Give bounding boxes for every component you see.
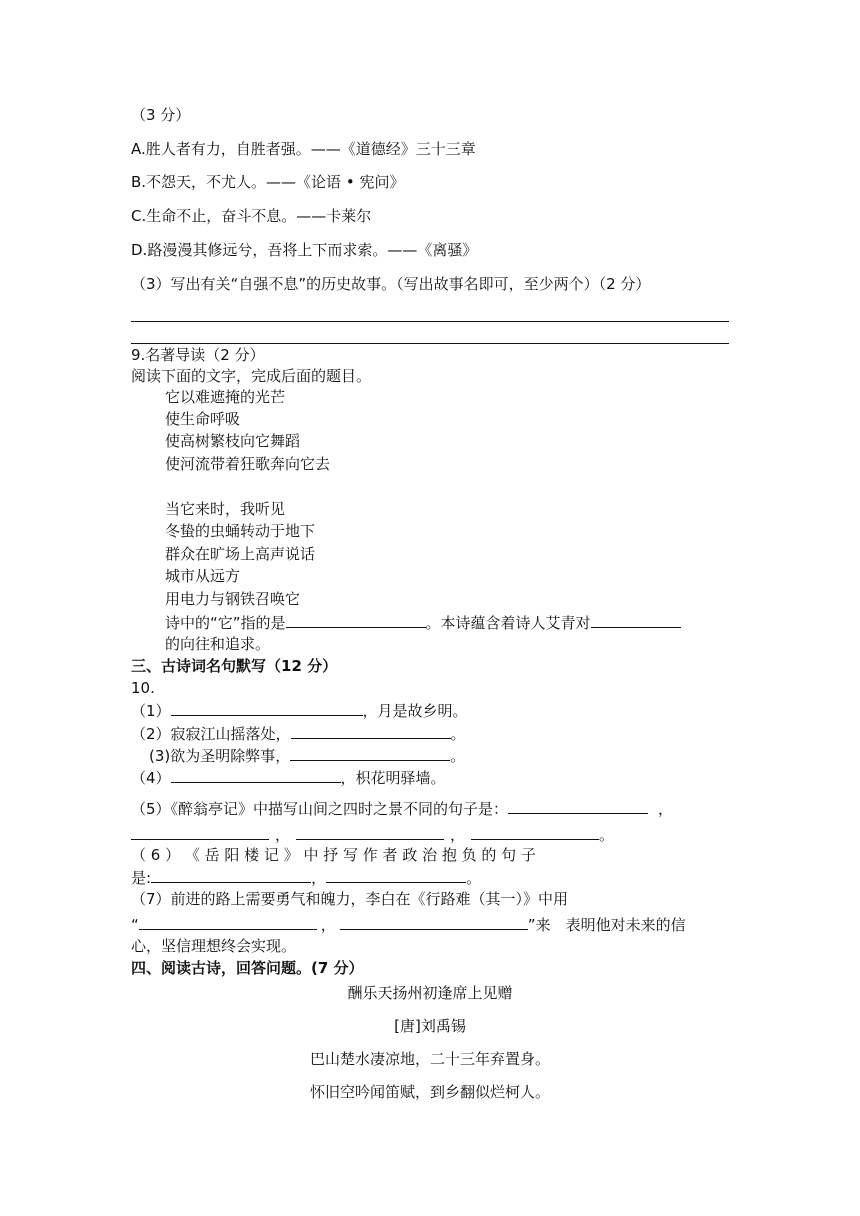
answer-blank[interactable] xyxy=(139,913,317,930)
item-text: 。 xyxy=(450,747,466,765)
poem-line: 使河流带着狂歌奔向它去 xyxy=(165,455,331,473)
poem-line: 城市从远方 xyxy=(165,567,241,585)
item-text: 。 xyxy=(466,869,482,887)
answer-blank[interactable] xyxy=(591,611,681,628)
poem-line: 怀旧空吟闻笛赋，到乡翻似烂柯人。 xyxy=(309,1083,550,1101)
option-c: C.生命不止，奋斗不息。——卡莱尔 xyxy=(131,207,372,225)
option-b: B.不怨天，不尤人。——《论语 • 宪问》 xyxy=(131,173,405,191)
poem-line: 当它来时，我听见 xyxy=(165,500,286,518)
item-5-cont xyxy=(131,823,614,845)
option-a: A.胜人者有力，自胜者强。——《道德经》三十三章 xyxy=(131,140,476,158)
poem-line: 巴山楚水凄凉地，二十三年弃置身。 xyxy=(309,1050,550,1068)
prompt-text: 诗中的“它”指的是 xyxy=(165,614,286,632)
answer-blank[interactable] xyxy=(296,823,444,840)
item-text: 。 xyxy=(599,826,615,844)
score-note: （3 分） xyxy=(131,106,191,124)
item-3 xyxy=(149,744,465,766)
item-7: （7）前进的路上需要勇气和魄力，李白在《行路难（其一）》中用 xyxy=(131,890,569,908)
poem-title: 酬乐天扬州初逢席上见赠 xyxy=(347,984,513,1002)
answer-blank[interactable] xyxy=(151,866,311,883)
answer-blank[interactable] xyxy=(291,722,451,739)
section-4-heading: 四、阅读古诗，回答问题。(7 分） xyxy=(131,959,364,977)
answer-blank[interactable] xyxy=(340,913,528,930)
item-text: ， xyxy=(275,826,291,844)
item-4 xyxy=(131,766,446,788)
poem-line: 冬蛰的虫蛹转动于地下 xyxy=(165,522,316,540)
question-9-prompt-end: 的向往和追求。 xyxy=(165,635,271,653)
item-text: ， xyxy=(320,916,336,934)
section-3-heading: 三、古诗词名句默写（12 分） xyxy=(131,657,338,675)
item-2 xyxy=(131,722,466,744)
item-text: （5）《醉翁亭记》中描写山间之四时之景不同的句子是： xyxy=(131,800,509,818)
poem-line: 使高树繁枝向它舞蹈 xyxy=(165,432,301,450)
question-9-title: 9.名著导读（2 分） xyxy=(131,346,265,364)
item-text: 是: xyxy=(131,869,152,887)
item-7-end: 心，坚信理想终会实现。 xyxy=(131,937,297,955)
item-1 xyxy=(131,699,468,721)
item-text: （2）寂寂江山摇落处， xyxy=(131,725,291,743)
item-text: （4） xyxy=(131,769,171,787)
item-text: (3)欲为圣明除弊事， xyxy=(149,747,291,765)
item-text: 。 xyxy=(450,725,466,743)
item-text: “ xyxy=(131,916,139,934)
poem-author: [唐]刘禹锡 xyxy=(394,1017,466,1035)
item-text: ，枳花明驿墙。 xyxy=(340,769,446,787)
question-9-prompt xyxy=(165,611,681,633)
item-text: ”来 表明他对未来的信 xyxy=(527,916,686,934)
question-9-instruction: 阅读下面的文字，完成后面的题目。 xyxy=(131,367,372,385)
answer-blank[interactable] xyxy=(171,699,363,716)
poem-line: 使生命呼吸 xyxy=(165,410,241,428)
answer-line-2[interactable] xyxy=(131,343,729,344)
question-8-3: （3）写出有关“自强不息”的历史故事。（写出故事名即可，至少两个）（2 分） xyxy=(131,275,651,293)
answer-blank[interactable] xyxy=(171,766,341,783)
item-6: （ 6 ） 《 岳 阳 楼 记 》 中 抒 写 作 者 政 治 抱 负 的 句 子 xyxy=(131,846,536,864)
answer-blank[interactable] xyxy=(131,823,269,840)
answer-blank[interactable] xyxy=(508,797,648,814)
answer-blank[interactable] xyxy=(326,866,466,883)
item-text: （1） xyxy=(131,702,171,720)
item-text: ， xyxy=(658,800,674,818)
option-d: D.路漫漫其修远兮，吾将上下而求索。——《离骚》 xyxy=(131,241,478,259)
item-text: ，月是故乡明。 xyxy=(362,702,468,720)
item-text: ， xyxy=(311,869,327,887)
answer-blank[interactable] xyxy=(286,611,426,628)
item-5 xyxy=(131,797,673,819)
answer-blank[interactable] xyxy=(471,823,599,840)
item-7-cont xyxy=(131,913,686,935)
item-text: ， xyxy=(450,826,466,844)
poem-line: 它以难遮掩的光芒 xyxy=(165,388,286,406)
poem-line: 用电力与钢铁召唤它 xyxy=(165,590,301,608)
poem-line: 群众在旷场上高声说话 xyxy=(165,545,316,563)
item-6-cont xyxy=(131,866,481,888)
answer-line-1[interactable] xyxy=(131,321,729,322)
prompt-text: 。本诗蕴含着诗人艾青对 xyxy=(425,614,591,632)
answer-blank[interactable] xyxy=(290,744,450,761)
question-10-number: 10. xyxy=(131,679,155,697)
